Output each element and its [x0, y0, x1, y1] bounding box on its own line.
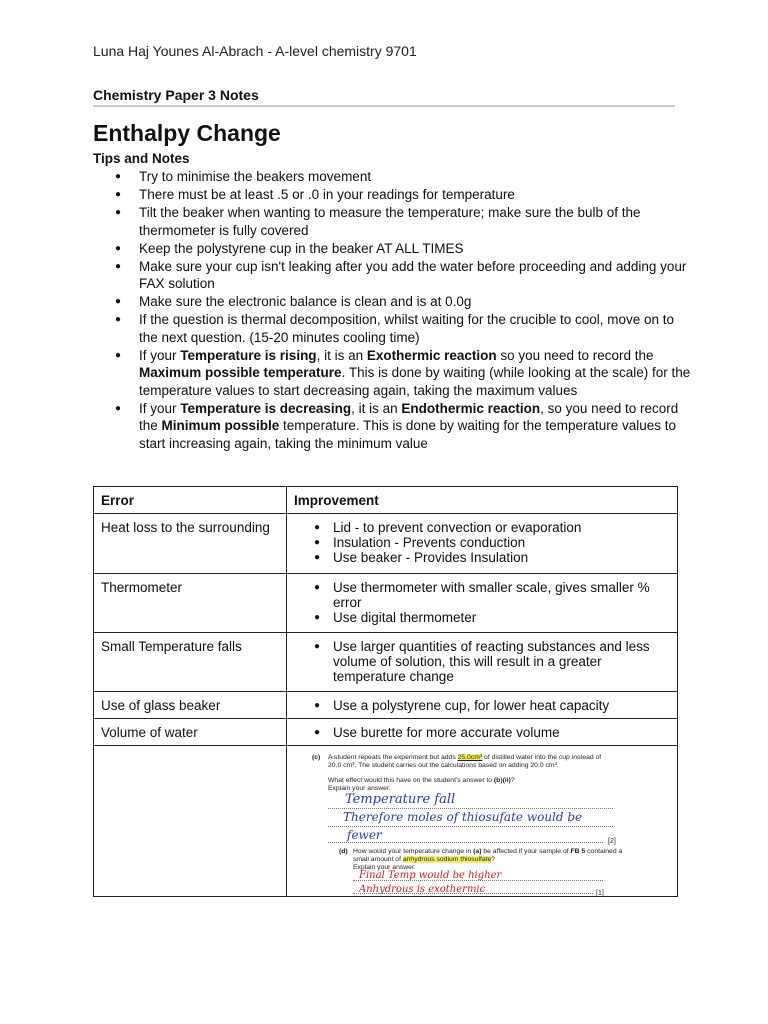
table-row — [94, 692, 678, 719]
improvement-item: ● Use thermometer with smaller scale, gives smaller % error — [294, 580, 671, 610]
handwritten-answer-2a: Final Temp would be higher — [359, 870, 502, 881]
handwritten-answer-1c: fewer — [347, 828, 382, 842]
q2-line1: How would your temperature change in (a) be affected if your sample of FB 5 contained a — [353, 848, 623, 855]
table-header-row — [94, 487, 678, 514]
improvement-cell — [287, 514, 678, 574]
q1-line1: A student repeats the experiment but adds 25.0cm³ of distilled water into the cup instead of — [328, 754, 602, 761]
tip-item: ● Make sure the electronic balance is clean and is at 0.0g — [93, 293, 693, 311]
answer-line — [353, 893, 593, 894]
handwritten-answer-2b: Anhydrous is exothermic — [359, 884, 486, 895]
title-divider — [93, 105, 675, 107]
q1-label: (c) — [312, 754, 321, 761]
table-row-exam-example — [94, 746, 678, 897]
handwritten-answer-1b: Therefore moles of thiosufate would be — [343, 810, 583, 824]
tip-item: ● Keep the polystyrene cup in the beaker AT ALL TIMES — [93, 240, 693, 258]
table-row — [94, 574, 678, 633]
section-title: Enthalpy Change — [93, 120, 281, 146]
tip-item: ● Try to minimise the beakers movement — [93, 168, 693, 186]
error-cell: Thermometer — [94, 574, 287, 633]
table-row — [94, 514, 678, 574]
table-row — [94, 633, 678, 692]
error-improvement-table — [93, 486, 678, 897]
table-row — [94, 719, 678, 746]
answer-line — [328, 826, 613, 827]
answer-line — [353, 880, 603, 881]
error-cell: Volume of water — [94, 719, 287, 746]
error-cell: Small Temperature falls — [94, 633, 287, 692]
improvement-item: ● Use beaker - Provides Insulation — [294, 550, 671, 565]
tip-item: ● Make sure your cup isn't leaking after you add the water before proceeding and adding your FAX solution — [93, 258, 693, 293]
header-error: Error — [94, 487, 287, 514]
error-cell: Heat loss to the surrounding — [94, 514, 287, 574]
notes-title: Chemistry Paper 3 Notes — [93, 87, 259, 103]
q1-line4: Explain your answer. — [328, 785, 391, 792]
improvement-item: ● Use burette for more accurate volume — [294, 725, 671, 740]
error-cell: Use of glass beaker — [94, 692, 287, 719]
q1-line2: 20.0 cm³. The student carries out the calculations based on adding 20.0 cm³. — [328, 762, 559, 769]
tip-item: ● Tilt the beaker when wanting to measure the temperature; make sure the bulb of the thermometer is fully covered — [93, 204, 693, 239]
mark-1: [2] — [608, 838, 616, 845]
answer-line — [328, 808, 613, 809]
exam-clip — [287, 746, 677, 896]
improvement-item: ● Insulation - Prevents conduction — [294, 535, 671, 550]
improvement-item: ● Use a polystyrene cup, for lower heat capacity — [294, 698, 671, 713]
empty-cell — [94, 746, 287, 897]
answer-line — [328, 842, 603, 843]
q2-label: (d) — [339, 848, 348, 855]
improvement-cell — [287, 719, 678, 746]
improvement-cell — [287, 574, 678, 633]
section-subtitle: Tips and Notes — [93, 151, 190, 166]
q1-line3: What effect would this have on the student's answer to (b)(ii)? — [328, 777, 515, 784]
improvement-item: ● Use larger quantities of reacting substances and less volume of solution, this will result in a greater temperature change — [294, 639, 671, 684]
author-line: Luna Haj Younes Al-Abrach - A-level chemistry 9701 — [93, 43, 417, 59]
improvement-item: ● Use digital thermometer — [294, 610, 671, 625]
tip-item: ● If the question is thermal decomposition, whilst waiting for the crucible to cool, move on to the next question. (15-20 minutes cooling time) — [93, 311, 693, 346]
tip-item-rising: ● If your Temperature is rising, it is an Exothermic reaction so you need to record the Maximum possible temperature. This is done by waiting (while looking at the scale) for the temperature values to start decreasing again, taking the maximum values — [93, 347, 693, 400]
q2-line2: small amount of anhydrous sodium thiosulfate? — [353, 856, 496, 863]
header-improvement: Improvement — [287, 487, 678, 514]
q2-line3: Explain your answer. — [353, 864, 416, 871]
tip-item-decreasing: ● If your Temperature is decreasing, it is an Endothermic reaction, so you need to record the Minimum possible temperature. This is done by waiting for the temperature values to start increasing again, taking the minimum value — [93, 400, 693, 453]
handwritten-answer-1a: Temperature fall — [345, 792, 456, 807]
exam-clip-cell — [287, 746, 678, 897]
improvement-cell — [287, 633, 678, 692]
improvement-cell — [287, 692, 678, 719]
tip-item: ● There must be at least .5 or .0 in your readings for temperature — [93, 186, 693, 204]
tips-list — [93, 168, 693, 453]
improvement-item: ● Lid - to prevent convection or evaporation — [294, 520, 671, 535]
mark-2: [1] — [596, 890, 604, 897]
